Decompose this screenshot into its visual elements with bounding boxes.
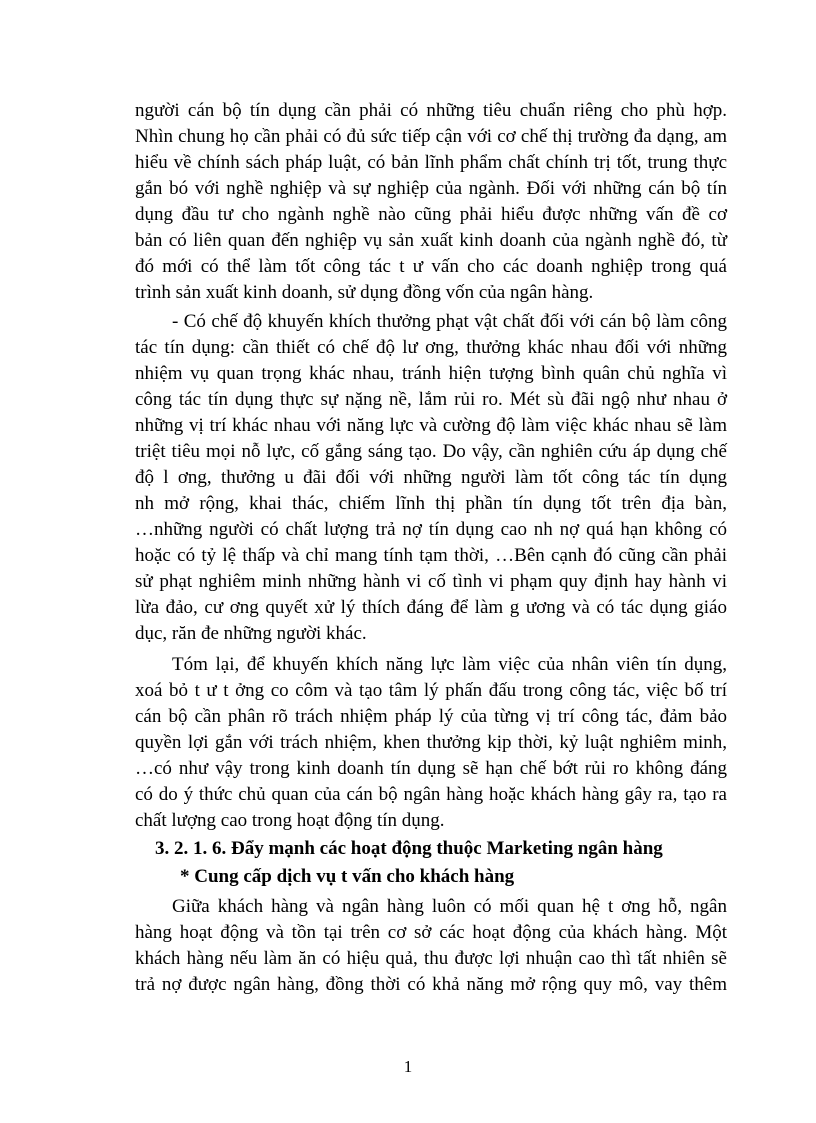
- paragraph-2-line-7: độ l ơng, thưởng u đãi đối với những người làm tốt công tác tín dụng: [135, 467, 727, 488]
- paragraph-2-line-5: những vị trí khác nhau với năng lực và cường độ làm việc khác nhau sẽ làm: [135, 415, 727, 436]
- paragraph-4-line-3: khách hàng nếu làm ăn có hiệu quả, thu được lợi nhuận cao thì tất nhiên sẽ: [135, 948, 727, 969]
- section-heading: 3. 2. 1. 6. Đẩy mạnh các hoạt động thuộc Marketing ngân hàng: [155, 838, 663, 859]
- paragraph-3-line-7: chất lượng cao trong hoạt động tín dụng.: [135, 810, 445, 831]
- paragraph-3-line-5: …có như vậy trong kinh doanh tín dụng sẽ hạn chế bớt rủi ro không đáng: [135, 758, 727, 779]
- paragraph-1-line-2: Nhìn chung họ cần phải có đủ sức tiếp cận với cơ chế thị trường đa dạng, am: [135, 126, 727, 147]
- paragraph-1-line-5: dụng đầu tư cho ngành nghề nào cũng phải hiểu được những vấn đề cơ: [135, 204, 727, 225]
- paragraph-3-line-4: quyền lợi gắn với trách nhiệm, khen thưởng kịp thời, kỷ luật nghiêm minh,: [135, 732, 727, 753]
- paragraph-3-line-6: có do ý thức chủ quan của cán bộ ngân hàng hoặc khách hàng gây ra, tạo ra: [135, 784, 727, 805]
- paragraph-2-line-3: nhiệm vụ quan trọng khác nhau, tránh hiện tượng bình quân chủ nghĩa vì: [135, 363, 727, 384]
- paragraph-4-line-1: Giữa khách hàng và ngân hàng luôn có mối quan hệ t ơng hỗ, ngân: [172, 896, 727, 917]
- paragraph-1-line-8: trình sản xuất kinh doanh, sử dụng đồng vốn của ngân hàng.: [135, 282, 594, 303]
- paragraph-3-line-2: xoá bỏ t ư t ởng co côm và tạo tâm lý phấn đấu trong công tác, việc bố trí: [135, 680, 727, 701]
- paragraph-2-line-11: sử phạt nghiêm minh những hành vi cố tình vi phạm quy định hay hành vi: [135, 571, 727, 592]
- paragraph-2-line-4: công tác tín dụng thực sự nặng nề, lắm rủi ro. Mét sù đãi ngộ như nhau ở: [135, 389, 727, 410]
- paragraph-1-line-3: hiểu về chính sách pháp luật, có bản lĩnh phẩm chất chính trị tốt, trung thực: [135, 152, 727, 173]
- paragraph-4-line-4: trả nợ được ngân hàng, đồng thời có khả năng mở rộng quy mô, vay thêm: [135, 974, 727, 995]
- paragraph-2-line-12: lừa đảo, cư ơng quyết xử lý thích đáng để làm g ương và có tác dụng giáo: [135, 597, 727, 618]
- paragraph-2-line-2: tác tín dụng: cần thiết có chế độ lư ơng, thưởng khác nhau đối với những: [135, 337, 727, 358]
- page-number: 1: [403, 1057, 413, 1076]
- paragraph-2-line-1: - Có chế độ khuyến khích thưởng phạt vật chất đối với cán bộ làm công: [172, 311, 727, 332]
- paragraph-4-line-2: hàng hoạt động và tồn tại trên cơ sở các hoạt động của khách hàng. Một: [135, 922, 727, 943]
- paragraph-1-line-6: bản có liên quan đến nghiệp vụ sản xuất kinh doanh của ngành nghề đó, từ: [135, 230, 727, 251]
- paragraph-3-line-3: cán bộ cần phân rõ trách nhiệm pháp lý của từng vị trí công tác, đảm bảo: [135, 706, 727, 727]
- paragraph-2-line-6: triệt tiêu mọi nỗ lực, cố gắng sáng tạo. Do vậy, cần nghiên cứu áp dụng chế: [135, 441, 727, 462]
- paragraph-2-line-13: dục, răn đe những người khác.: [135, 623, 367, 644]
- paragraph-3-line-1: Tóm lại, để khuyến khích năng lực làm việc của nhân viên tín dụng,: [172, 654, 727, 675]
- paragraph-2-line-9: …những người có chất lượng trả nợ tín dụng cao nh nợ quá hạn không có: [135, 519, 727, 540]
- section-subheading: * Cung cấp dịch vụ t vấn cho khách hàng: [180, 866, 515, 887]
- paragraph-1-line-4: gắn bó với nghề nghiệp và sự nghiệp của ngành. Đối với những cán bộ tín: [135, 178, 727, 199]
- paragraph-1-line-7: đó mới có thể làm tốt công tác t ư vấn cho các doanh nghiệp trong quá: [135, 256, 727, 277]
- paragraph-2-line-8: nh mở rộng, khai thác, chiếm lĩnh thị phần tín dụng tốt trên địa bàn,: [135, 493, 727, 514]
- paragraph-1-line-1: người cán bộ tín dụng cần phải có những tiêu chuẩn riêng cho phù hợp.: [135, 100, 727, 121]
- paragraph-2-line-10: hoặc có tỷ lệ thấp và chỉ mang tính tạm thời, …Bên cạnh đó cũng cần phải: [135, 545, 727, 566]
